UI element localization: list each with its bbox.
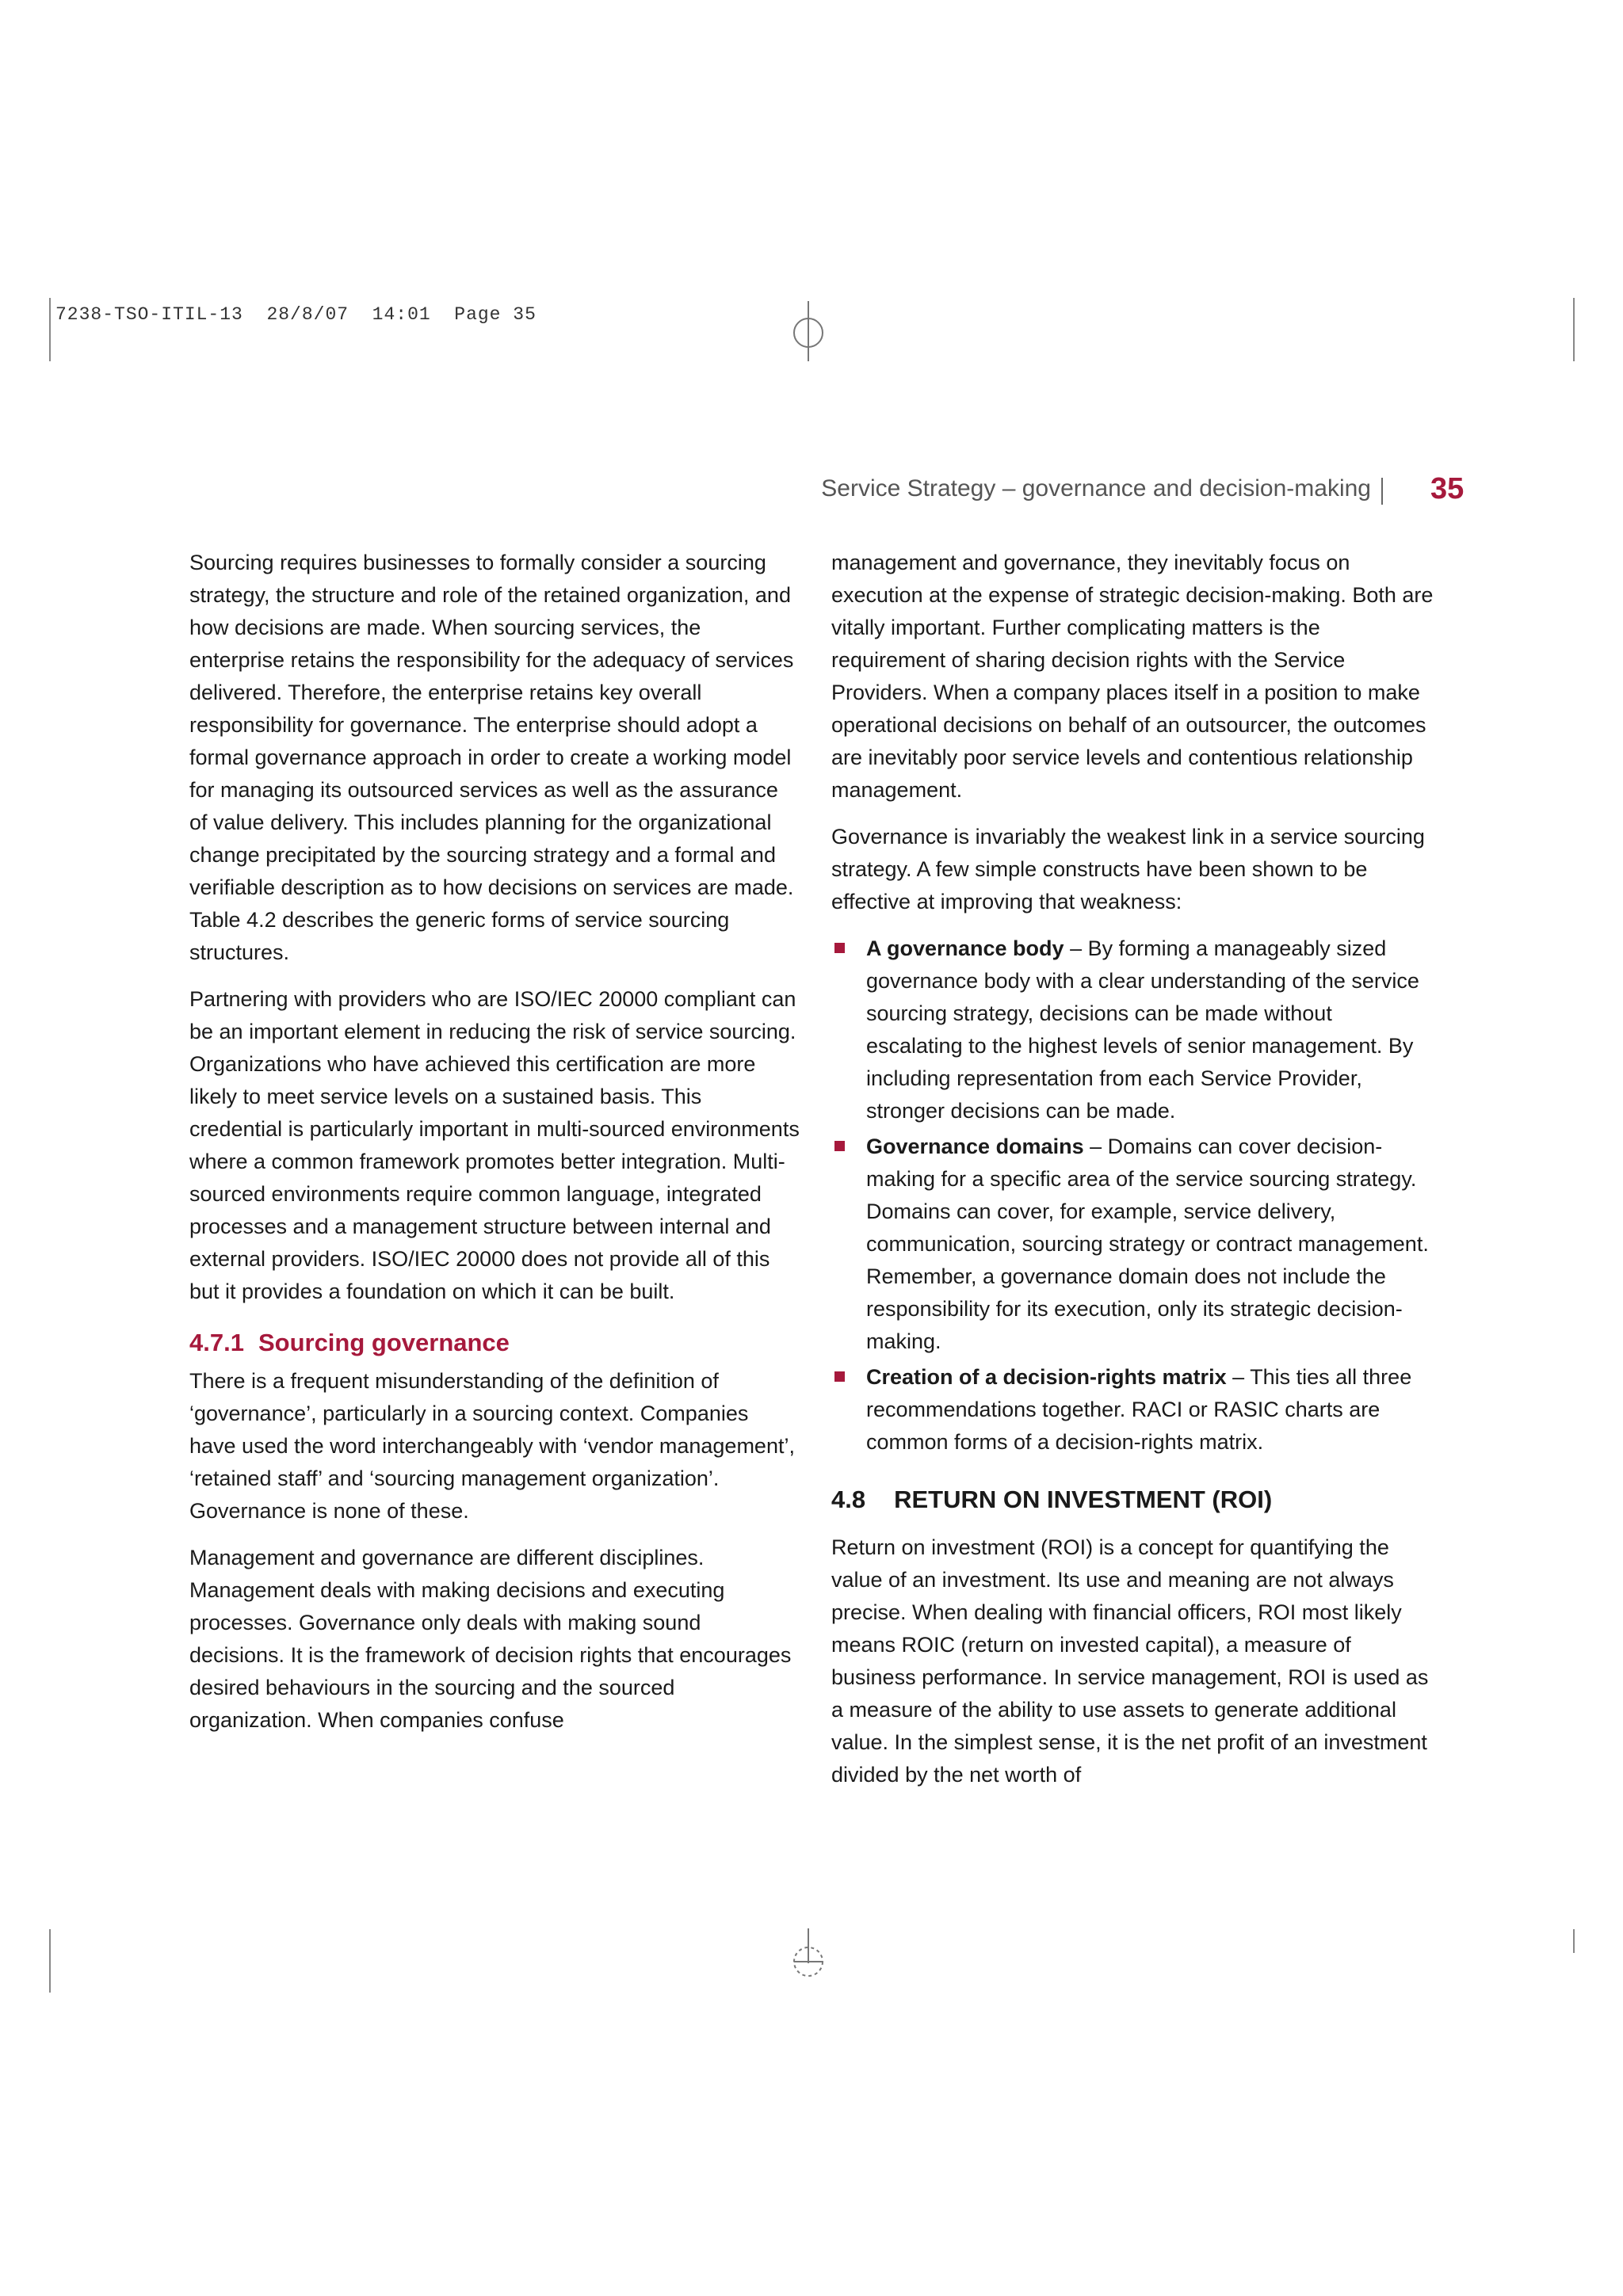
paragraph: Partnering with providers who are ISO/IEC 20000 compliant can be an important element in reducing the risk of service sourcing. Organizations who have achieved this certification are more likely to meet service levels on a sustained basis. This credential is particularly important in multi-sourced environments where a common framework promotes better integration. Multi-sourced environments require common language, integrated processes and a management structure between internal and external providers. ISO/IEC 20000 does not provide all of this but it provides a foundation on which it can be built.: [189, 987, 800, 1303]
bullet-square-icon: [834, 943, 845, 953]
paragraph: management and governance, they inevitably focus on execution at the expense of strategic decision-making. Both are vitally important. Further complicating matters is the requirement of sharing decision rights with the Service Providers. When a company places itself in a position to make operational decisions on behalf of an outsourcer, the outcomes are inevitably poor service levels and contentious relationship management.: [831, 551, 1434, 802]
crop-mark-bottom-right: [1573, 1929, 1575, 1953]
paragraph: Management and governance are different disciplines. Management deals with making decisions and executing processes. Governance only deals with making sound decisions. It is the framework of decision rights that encourages desired behaviours in the sourcing and the sourced organization. When companies confuse: [189, 1546, 792, 1732]
print-slug: 7238-TSO-ITIL-13 28/8/07 14:01 Page 35: [55, 304, 537, 325]
running-head-divider: [1381, 478, 1383, 505]
list-item-term: Governance domains: [866, 1135, 1084, 1158]
list-item-text: – Domains can cover decision-making for a specific area of the service sourcing strategy. Domains can cover, for example, service delivery, communication, sourcing strategy or contract management. Remember, a governance domain does not include the responsibility for its execution, only its strategic decision-making.: [866, 1135, 1429, 1353]
section-heading-4-8: [831, 1482, 1434, 1517]
crop-mark-top-right: [1573, 298, 1575, 361]
registration-mark-top: [789, 299, 828, 363]
section-heading-4-7-1: [189, 1325, 800, 1360]
list-item-term: A governance body: [866, 936, 1064, 960]
list-item: [831, 1131, 1434, 1358]
section-number: 4.8: [831, 1486, 866, 1513]
bullet-square-icon: [834, 1371, 845, 1382]
paragraph: There is a frequent misunderstanding of the definition of ‘governance’, particularly in a sourcing context. Companies have used the word interchangeably with ‘vendor management’, ‘retained staff’ and ‘sourcing management organization’. Governance is none of these.: [189, 1369, 795, 1523]
section-title: Sourcing governance: [258, 1329, 510, 1356]
list-item: [831, 1361, 1434, 1459]
bullet-square-icon: [834, 1141, 845, 1151]
paragraph: Return on investment (ROI) is a concept for quantifying the value of an investment. Its use and meaning are not always precise. When dealing with financial officers, ROI most likely means ROIC (return on invested capital), a measure of business performance. In service management, ROI is used as a measure of the ability to use assets to generate additional value. In the simplest sense, it is the net profit of an investment divided by the net worth of: [831, 1535, 1429, 1787]
registration-mark-bottom: [789, 1927, 828, 1990]
crop-mark-top-left: [49, 298, 51, 361]
left-column: [189, 547, 800, 1751]
right-column: [831, 547, 1434, 1806]
bullet-list: [831, 933, 1434, 1459]
list-item: [831, 933, 1434, 1127]
running-head-title: Service Strategy – governance and decision-making: [821, 475, 1371, 502]
list-item-text: – This ties all three recommendations together. RACI or RASIC charts are common forms of a decision-rights matrix.: [866, 1365, 1412, 1454]
list-item-term: Creation of a decision-rights matrix: [866, 1365, 1227, 1389]
section-title: RETURN ON INVESTMENT (ROI): [894, 1486, 1273, 1513]
list-item-text: – By forming a manageably sized governance body with a clear understanding of the service sourcing strategy, decisions can be made without escalating to the highest levels of senior management. By including representation from each Service Provider, stronger decisions can be made.: [866, 936, 1419, 1123]
page-number: 35: [1430, 472, 1465, 505]
paragraph: Governance is invariably the weakest link in a service sourcing strategy. A few simple constructs have been shown to be effective at improving that weakness:: [831, 825, 1425, 913]
paragraph: Sourcing requires businesses to formally consider a sourcing strategy, the structure and role of the retained organization, and how decisions are made. When sourcing services, the enterprise retains the responsibility for the adequacy of services delivered. Therefore, the enterprise retains key overall responsibility for governance. The enterprise should adopt a formal governance approach in order to create a working model for managing its outsourced services as well as the assurance of value delivery. This includes planning for the organizational change precipitated by the sourcing strategy and a formal and verifiable description as to how decisions on services are made. Table 4.2 describes the generic forms of service sourcing structures.: [189, 551, 794, 964]
crop-mark-bottom-left: [49, 1929, 51, 1993]
section-number: 4.7.1: [189, 1329, 244, 1356]
